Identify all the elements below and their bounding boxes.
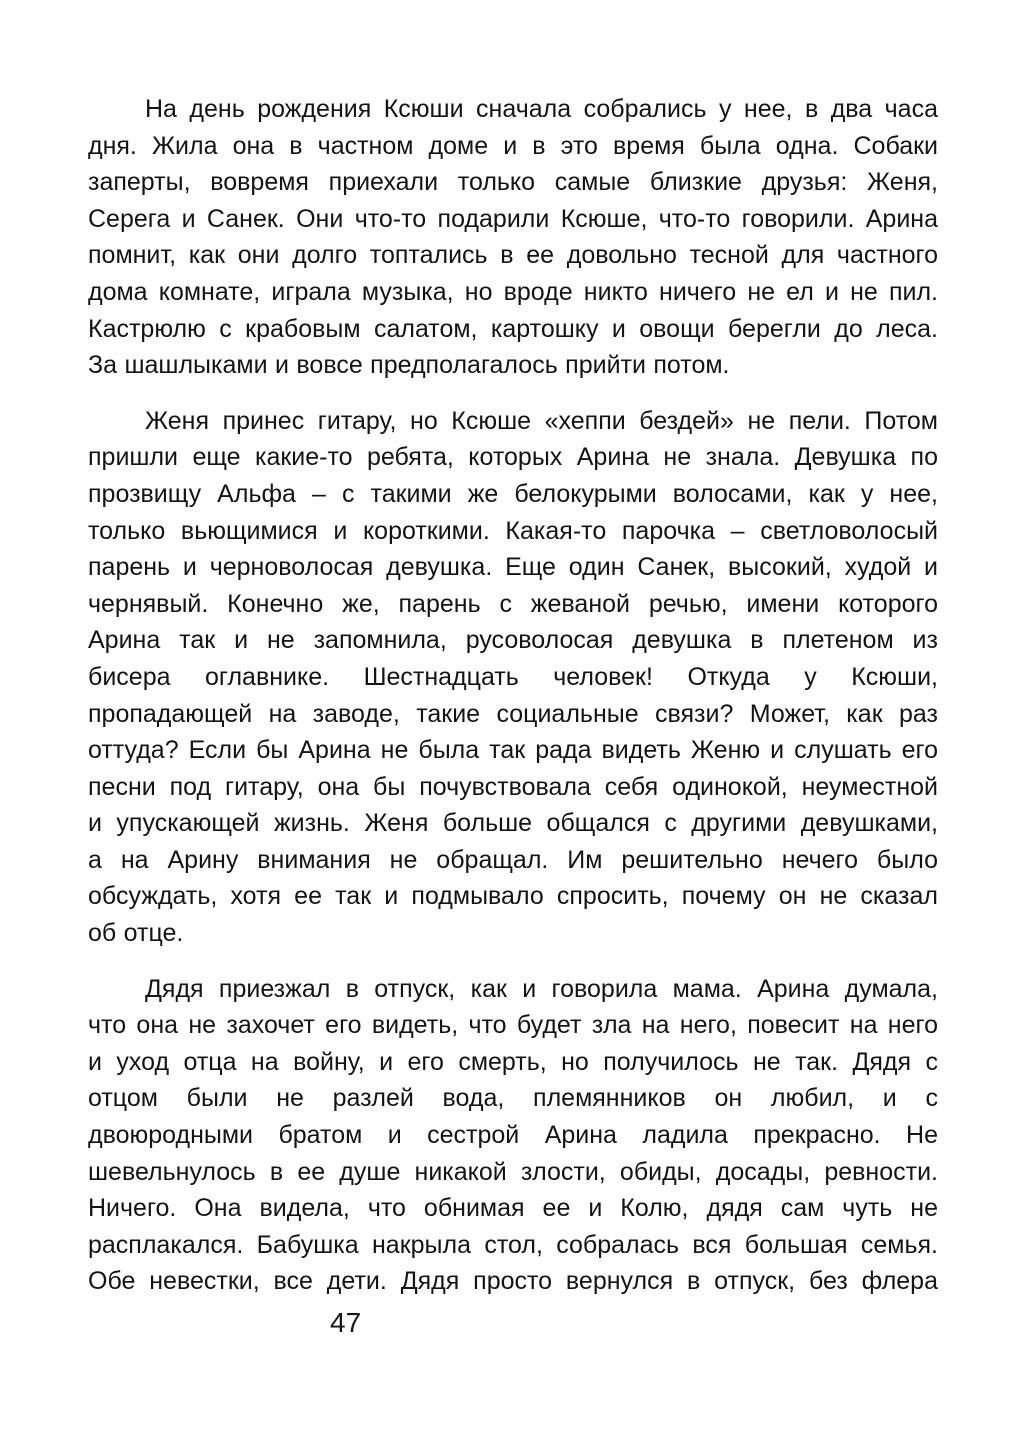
text-line: Обе невестки, все дети. Дядя просто вернулся в отпуск, без флера xyxy=(88,1267,938,1296)
text-line: только вьющимися и короткими. Какая-то парочка – светловолосый xyxy=(88,516,938,545)
text-line: дня. Жила она в частном доме и в это время была одна. Собаки xyxy=(88,131,938,160)
text-line: Дядя приезжал в отпуск, как и говорила мама. Арина думала, xyxy=(145,974,938,1003)
text-line: помнит, как они долго топтались в ее довольно тесной для частного xyxy=(88,241,938,270)
text-line: парень и черноволосая девушка. Еще один Санек, высокий, худой и xyxy=(88,553,938,582)
text-line: обсуждать, хотя ее так и подмывало спросить, почему он не сказал xyxy=(88,882,938,911)
paragraph xyxy=(88,971,938,1300)
text-line: заперты, вовремя приехали только самые близкие друзья: Женя, xyxy=(88,168,938,197)
text-line: Женя принес гитару, но Ксюше «хеппи бездей» не пели. Потом xyxy=(145,406,938,435)
text-line: и упускающей жизнь. Женя больше общался с другими девушками, xyxy=(88,809,938,838)
text-line: Арина так и не запомнила, русоволосая девушка в плетеном из xyxy=(88,626,938,655)
text-line: шевельнулось в ее душе никакой злости, обиды, досады, ревности. xyxy=(88,1157,938,1186)
text-line: отцом были не разлей вода, племянников он любил, и с xyxy=(88,1084,938,1113)
text-line: На день рождения Ксюши сначала собрались у нее, в два часа xyxy=(145,95,938,123)
text-line: и уход отца на войну, и его смерть, но получилось не так. Дядя с xyxy=(88,1047,938,1076)
text-line: пропадающей на заводе, такие социальные связи? Может, как раз xyxy=(88,699,938,728)
text-line: расплакался. Бабушка накрыла стол, собралась вся большая семья. xyxy=(88,1230,938,1259)
text-line: Серега и Санек. Они что-то подарили Ксюше, что-то говорили. Арина xyxy=(88,204,938,233)
text-line: двоюродными братом и сестрой Арина ладила прекрасно. Не xyxy=(88,1121,938,1150)
text-line: а на Арину внимания не обращал. Им решительно нечего было xyxy=(88,845,938,874)
text-line: оттуда? Если бы Арина не была так рада видеть Женю и слушать его xyxy=(88,736,938,765)
text-line: бисера оглавнике. Шестнадцать человек! Откуда у Ксюши, xyxy=(88,662,938,691)
text-block xyxy=(88,91,938,1319)
text-line: пришли еще какие-то ребята, которых Арина не знала. Девушка по xyxy=(88,443,938,472)
text-line: дома комнате, играла музыка, но вроде никто ничего не ел и не пил. xyxy=(88,277,938,306)
text-line: об отце. xyxy=(88,919,184,948)
text-line: чернявый. Конечно же, парень с жеваной речью, имени которого xyxy=(88,589,938,618)
paragraph xyxy=(88,91,938,384)
paragraph xyxy=(88,403,938,952)
text-line: прозвищу Альфа – с такими же белокурыми волосами, как у нее, xyxy=(88,479,938,508)
text-line: Ничего. Она видела, что обнимая ее и Колю, дядя сам чуть не xyxy=(88,1194,938,1223)
text-line: За шашлыками и вовсе предполагалось прийти потом. xyxy=(88,351,730,380)
text-line: Кастрюлю с крабовым салатом, картошку и овощи берегли до леса. xyxy=(88,314,938,343)
page-number: 47 xyxy=(330,1307,362,1338)
text-line: что она не захочет его видеть, что будет зла на него, повесит на него xyxy=(88,1011,938,1040)
text-line: песни под гитару, она бы почувствовала себя одинокой, неуместной xyxy=(88,772,938,801)
